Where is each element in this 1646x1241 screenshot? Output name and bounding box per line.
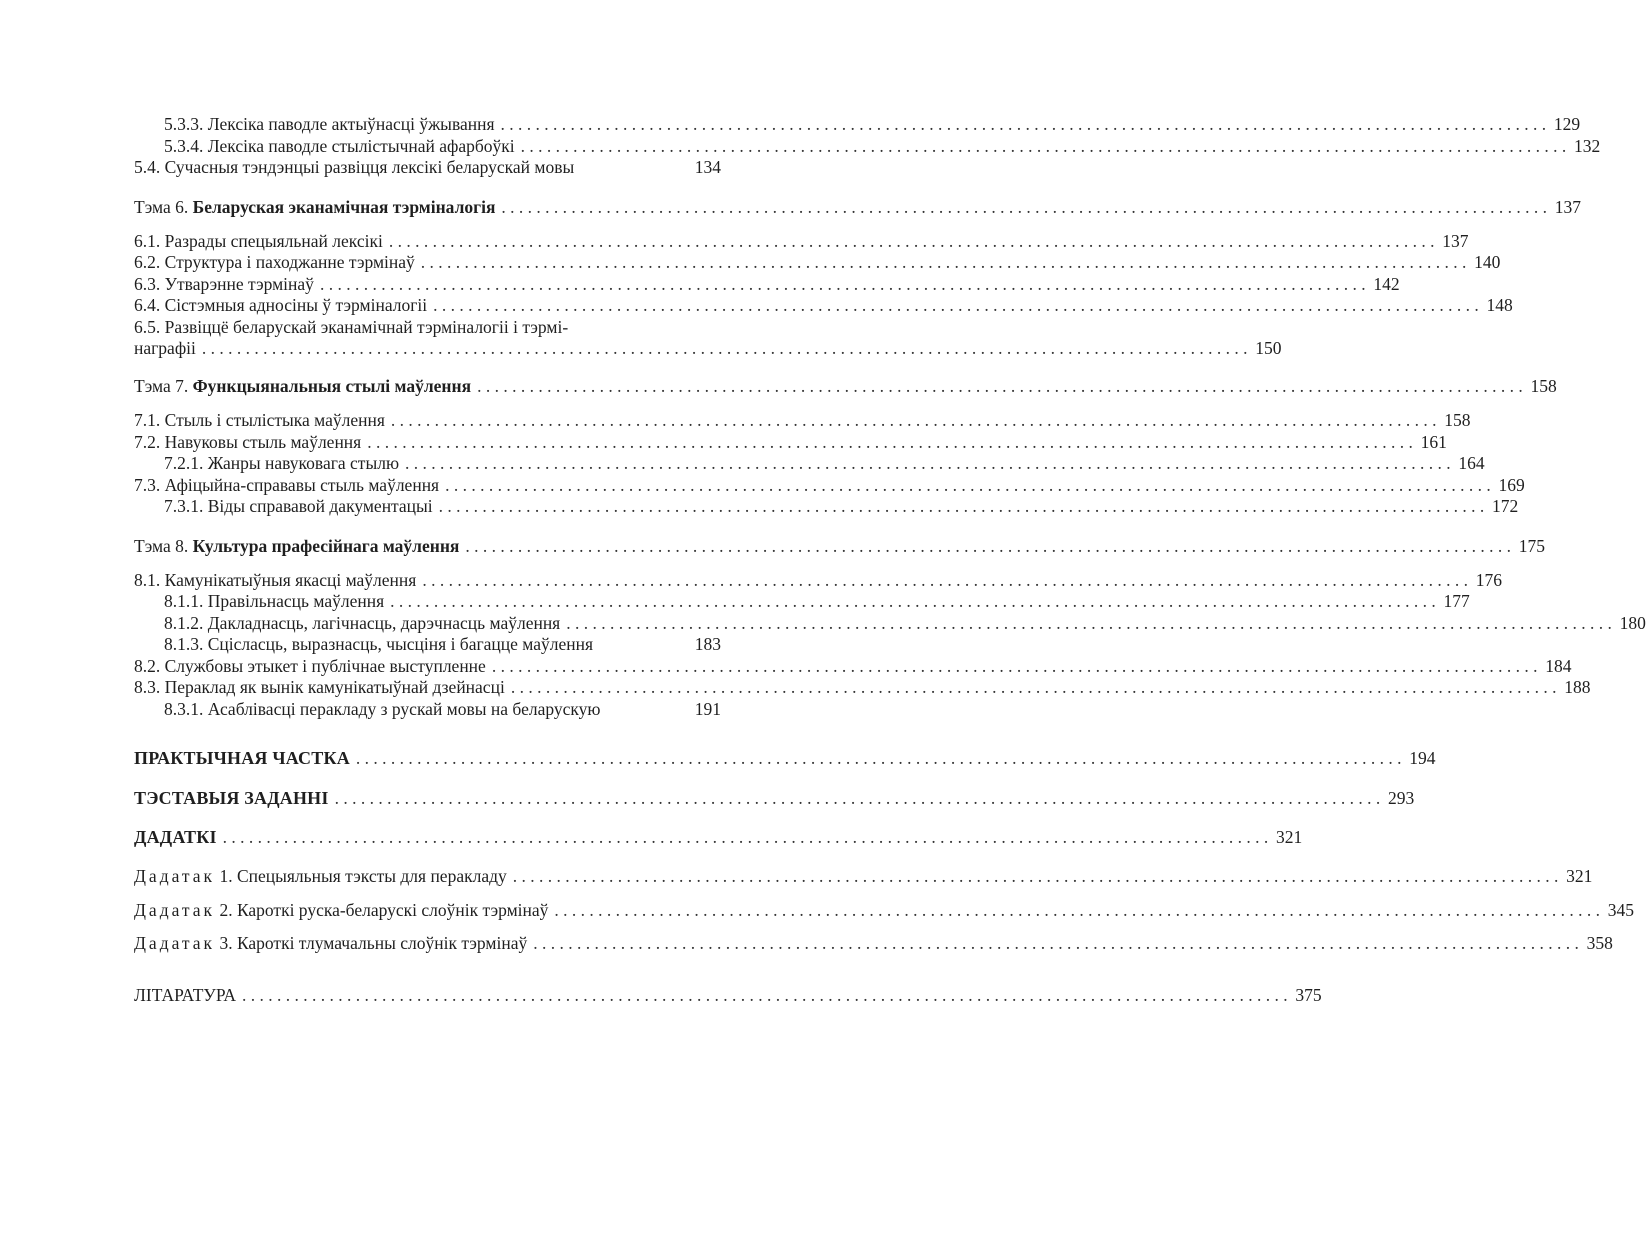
toc-entry-5-3-3[interactable] (164, 113, 1581, 135)
toc-entry-prefix: Тэма 8. (134, 536, 193, 556)
toc-entry-6-1[interactable] (134, 230, 1469, 252)
toc-page-number: 158 (1444, 410, 1471, 430)
toc-page-number: 375 (1295, 985, 1322, 1005)
toc-dot-leader (521, 135, 1567, 157)
toc-entry-label: 2. Кароткі руска-беларускі слоўнік тэрмінаў (215, 900, 549, 920)
toc-entry-title: 6.1. Разрады спецыяльнай лексікі (134, 231, 383, 251)
toc-entry-title: 7.2.1. Жанры навуковага стылю (164, 453, 400, 473)
toc-entry-6-4[interactable] (134, 294, 1513, 316)
toc-entry-praktychnaya[interactable] (134, 747, 1436, 769)
toc-page-number: 191 (694, 699, 721, 719)
toc-entry-8-2[interactable] (134, 655, 1572, 677)
toc-entry-bold-title: Культура прафесійнага маўлення (192, 536, 460, 556)
toc-page-number: 358 (1586, 933, 1613, 953)
toc-entry-7-1[interactable] (134, 409, 1471, 431)
toc-entry-spaced-prefix: Дадатак (134, 900, 216, 920)
toc-entry-6-5-b[interactable] (134, 337, 1282, 359)
toc-entry-8-3[interactable] (134, 676, 1591, 698)
toc-entry-title: 7.1. Стыль і стылістыка маўлення (134, 410, 385, 430)
toc-entry-title: 8.1.3. Сцісласць, выразнасць, чысціня і багацце маўлення (164, 634, 594, 654)
toc-entry-title: 8.1.1. Правільнасць маўлення (164, 591, 385, 611)
toc-entry-8-1-1[interactable] (164, 590, 1470, 612)
toc-entry-title: 7.3. Афіцыйна-справавы стыль маўлення (134, 475, 440, 495)
toc-dot-leader (492, 655, 1538, 677)
toc-page-number: 142 (1373, 274, 1400, 294)
toc-entry-6-5-a[interactable] (134, 316, 721, 338)
toc-entry-dadatki[interactable] (134, 826, 1303, 848)
toc-page-number: 180 (1619, 613, 1646, 633)
toc-entry-5-3-4[interactable] (164, 135, 1601, 157)
toc-entry-title (134, 535, 459, 557)
toc-entry-dadatak-2[interactable] (134, 899, 1635, 921)
toc-entry-7-2-1[interactable] (164, 452, 1485, 474)
toc-entry-title: 7.2. Навуковы стыль маўлення (134, 432, 362, 452)
toc-entry-8-3-1[interactable] (164, 698, 721, 720)
toc-entry-title: 5.3.3. Лексіка паводле актыўнасці ўжывання (164, 114, 495, 134)
toc-entry-label: 3. Кароткі тлумачальны слоўнік тэрмінаў (215, 933, 528, 953)
toc-dot-leader (202, 337, 1248, 359)
toc-dot-leader (445, 474, 1491, 496)
toc-dot-leader (367, 431, 1413, 453)
toc-dot-leader (356, 747, 1402, 769)
toc-dot-leader (242, 984, 1288, 1006)
toc-entry-8-1-2[interactable] (164, 612, 1646, 634)
toc-entry-testavyya[interactable] (134, 787, 1415, 809)
toc-entry-title: 5.3.4. Лексіка паводле стылістычнай афарбоўкі (164, 136, 515, 156)
toc-entry-title: 6.4. Сістэмныя адносіны ў тэрміналогіі (134, 295, 428, 315)
toc-dot-leader (477, 375, 1523, 397)
toc-entry-5-4[interactable] (134, 156, 721, 178)
toc-entry-title: 8.3. Пераклад як вынік камунікатыўнай дзейнасці (134, 677, 505, 697)
toc-entry-prefix: Тэма 6. (134, 197, 193, 217)
toc-entry-title: ЛІТАРАТУРА (134, 985, 236, 1005)
toc-entry-title: 8.1. Камунікатыўныя якасці маўлення (134, 570, 417, 590)
toc-page-number: 164 (1458, 453, 1485, 473)
toc-entry-title (134, 196, 495, 218)
toc-page-number: 321 (1276, 827, 1303, 847)
toc-entry-bold-title: Функцыянальныя стылі маўлення (192, 376, 472, 396)
toc-dot-leader (511, 676, 1557, 698)
toc-entry-7-3[interactable] (134, 474, 1525, 496)
toc-entry-title: 6.2. Структура і паходжанне тэрмінаў (134, 252, 415, 272)
toc-entry-title (134, 865, 507, 887)
toc-entry-title: 6.3. Утварэнне тэрмінаў (134, 274, 314, 294)
toc-dot-leader (389, 230, 1435, 252)
toc-page-number: 345 (1607, 900, 1635, 920)
toc-entry-title: ПРАКТЫЧНАЯ ЧАСТКА (134, 748, 350, 768)
toc-entry-title: 8.2. Службовы этыкет і публічнае выступленне (134, 656, 486, 676)
toc-entry-title: 7.3.1. Віды справавой дакументацыі (164, 496, 433, 516)
toc-dot-leader (501, 196, 1547, 218)
toc-dot-leader (421, 251, 1467, 273)
toc-entry-spaced-prefix: Дадатак (134, 866, 216, 886)
toc-page-number: 175 (1518, 536, 1546, 556)
toc-entry-tema-8[interactable] (134, 535, 1546, 557)
toc-entry-dadatak-1[interactable] (134, 865, 1593, 887)
toc-dot-leader (501, 113, 1547, 135)
toc-page-number: 132 (1574, 136, 1601, 156)
toc-dot-leader (223, 826, 1269, 848)
toc-dot-leader (335, 787, 1381, 809)
toc-entry-prefix: Тэма 7. (134, 376, 193, 396)
toc-page-number: 177 (1443, 591, 1470, 611)
toc-dot-leader (390, 590, 1436, 612)
toc-dot-leader (405, 452, 1451, 474)
toc-entry-title (134, 375, 471, 397)
toc-entry-7-3-1[interactable] (164, 495, 1519, 517)
toc-page-number: 172 (1492, 496, 1519, 516)
toc-page-number: 161 (1420, 432, 1447, 452)
toc-page-number: 321 (1566, 866, 1593, 886)
toc-page-number: 194 (1409, 748, 1436, 768)
toc-page-number: 183 (694, 634, 721, 654)
toc-entry-title: 5.4. Сучасныя тэндэнцыі развіцця лексікі беларускай мовы (134, 157, 575, 177)
toc-page-number: 140 (1474, 252, 1501, 272)
toc-dot-leader (513, 865, 1559, 887)
toc-dot-leader (465, 535, 1511, 557)
toc-entry-7-2[interactable] (134, 431, 1447, 453)
toc-entry-tema-6[interactable] (134, 196, 1582, 218)
toc-page-number: 150 (1255, 338, 1282, 358)
toc-dot-leader (422, 569, 1468, 591)
toc-page-number: 169 (1498, 475, 1525, 495)
toc-dot-leader (533, 932, 1579, 954)
toc-entry-bold-title: Беларуская эканамічная тэрміналогія (192, 197, 496, 217)
toc-entry-title: 8.3.1. Асаблівасці перакладу з рускай мовы на беларускую (164, 699, 601, 719)
toc-page-number: 148 (1486, 295, 1513, 315)
toc-entry-dadatak-3[interactable] (134, 932, 1613, 954)
toc-entry-spaced-prefix: Дадатак (134, 933, 216, 953)
toc-entry-title: 6.5. Развіццё беларускай эканамічнай тэрміналогіі і тэрмі- (134, 317, 569, 337)
toc-entry-8-1-3[interactable] (164, 633, 721, 655)
toc-entry-6-2[interactable] (134, 251, 1501, 273)
toc-page-number: 176 (1475, 570, 1502, 590)
toc-page-number: 293 (1387, 788, 1415, 808)
toc-entry-6-3[interactable] (134, 273, 1400, 295)
toc-dot-leader (439, 495, 1485, 517)
toc-entry-title (134, 899, 548, 921)
toc-page-number: 137 (1554, 197, 1582, 217)
toc-entry-title: награфіі (134, 338, 196, 358)
toc-page-number: 158 (1530, 376, 1557, 396)
toc-entry-title: ДАДАТКІ (134, 827, 217, 847)
toc-entry-title: 8.1.2. Дакладнасць, лагічнасць, дарэчнасць маўлення (164, 613, 561, 633)
toc-page-number: 184 (1545, 656, 1572, 676)
toc-entry-title (134, 932, 527, 954)
toc-entry-8-1[interactable] (134, 569, 1502, 591)
toc-dot-leader (433, 294, 1479, 316)
toc-dot-leader (320, 273, 1366, 295)
toc-dot-leader (391, 409, 1437, 431)
toc-entry-label: 1. Спецыяльныя тэксты для перакладу (215, 866, 507, 886)
toc-page-number: 134 (694, 157, 721, 177)
toc-page-number: 129 (1553, 114, 1581, 134)
toc-entry-tema-7[interactable] (134, 375, 1557, 397)
toc-dot-leader (554, 899, 1600, 921)
toc-page-number: 137 (1442, 231, 1469, 251)
toc-page-number: 188 (1564, 677, 1591, 697)
toc-entry-litaratura[interactable] (134, 984, 1322, 1006)
toc-dot-leader (566, 612, 1612, 634)
toc-entry-title: ТЭСТАВЫЯ ЗАДАННІ (134, 788, 329, 808)
